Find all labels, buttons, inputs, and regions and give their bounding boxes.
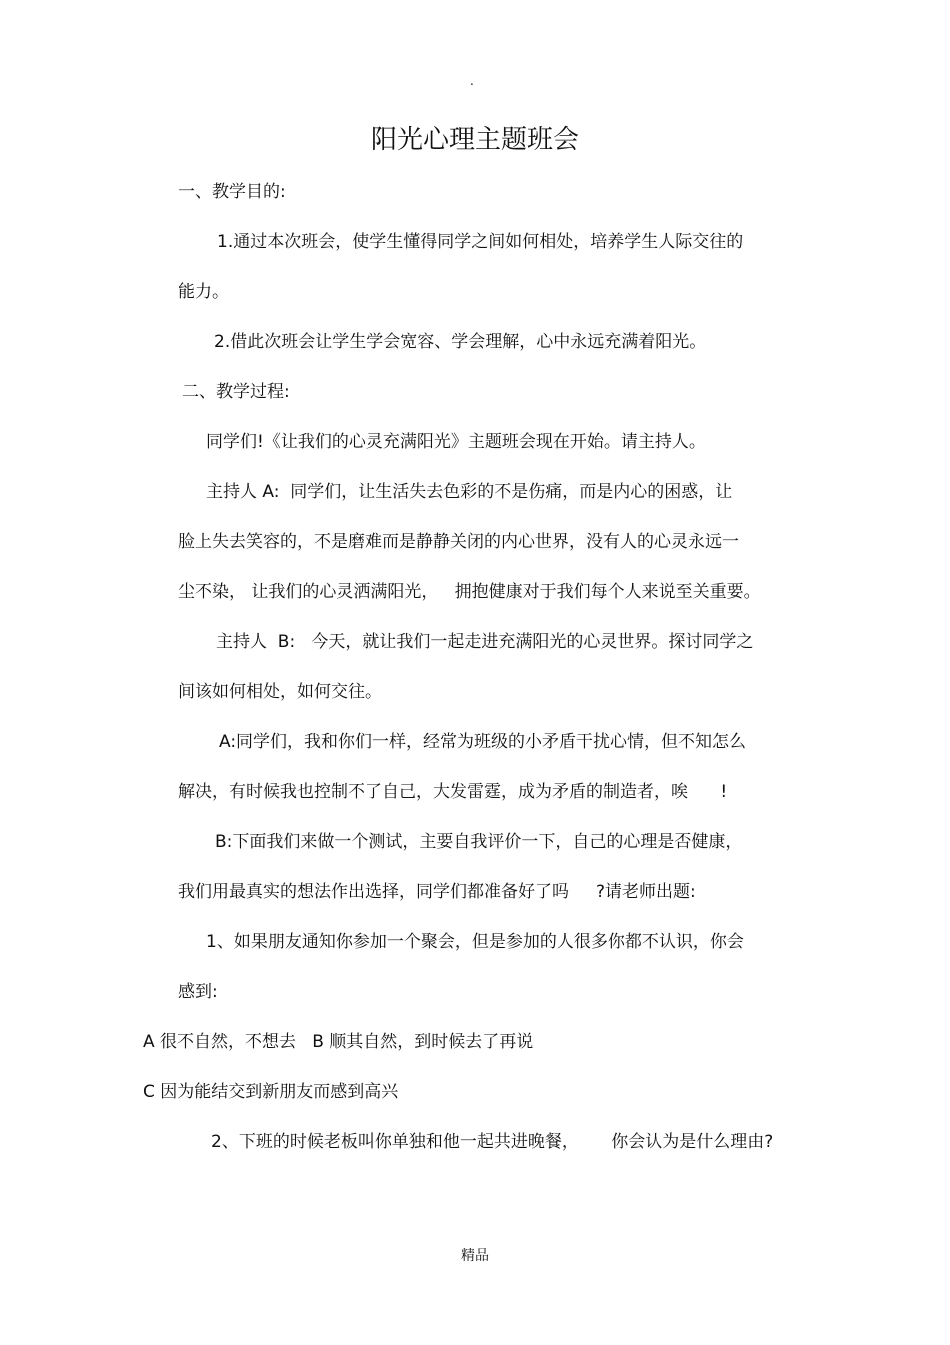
answer-options: C 因为能结交到新朋友而感到高兴	[143, 1082, 399, 1102]
question-line: 2、下班的时候老板叫你单独和他一起共进晚餐， 你会认为是什么理由?	[211, 1132, 774, 1152]
paragraph-line: 间该如何相处，如何交往。	[178, 682, 382, 702]
paragraph-line: 我们用最真实的想法作出选择，同学们都准备好了吗 ?请老师出题:	[178, 882, 696, 902]
paragraph-line: 同学们!《让我们的心灵充满阳光》主题班会现在开始。请主持人。	[206, 432, 706, 452]
section-heading-process: 二、教学过程:	[182, 382, 290, 402]
answer-options: A 很不自然，不想去 B 顺其自然，到时候去了再说	[143, 1032, 534, 1052]
paragraph-line: 1.通过本次班会，使学生懂得同学之间如何相处，培养学生人际交往的	[217, 232, 744, 252]
paragraph-line: A:同学们，我和你们一样，经常为班级的小矛盾干扰心情，但不知怎么	[219, 732, 747, 752]
question-line: 1、如果朋友通知你参加一个聚会，但是参加的人很多你都不认识，你会	[206, 932, 744, 952]
header-mark: .	[470, 74, 474, 88]
paragraph-line: B:下面我们来做一个测试，主要自我评价一下，自己的心理是否健康，	[215, 832, 743, 852]
page-footer: 精品	[461, 1248, 489, 1264]
paragraph-line: 主持人 A: 同学们，让生活失去色彩的不是伤痛，而是内心的困惑，让	[206, 482, 733, 502]
paragraph-line: 尘不染， 让我们的心灵洒满阳光， 拥抱健康对于我们每个人来说至关重要。	[178, 582, 761, 602]
paragraph-line: 主持人 B: 今天，就让我们一起走进充满阳光的心灵世界。探讨同学之	[216, 632, 754, 652]
paragraph-line: 2.借此次班会让学生学会宽容、学会理解，心中永远充满着阳光。	[214, 332, 707, 352]
question-line: 感到:	[178, 982, 218, 1002]
section-heading-objectives: 一、教学目的:	[178, 182, 286, 202]
paragraph-line: 能力。	[178, 282, 229, 302]
paragraph-line: 解决，有时候我也控制不了自己，大发雷霆，成为矛盾的制造者，唉 !	[178, 782, 728, 802]
paragraph-line: 脸上失去笑容的，不是磨难而是静静关闭的内心世界，没有人的心灵永远一	[178, 532, 739, 552]
page-title: 阳光心理主题班会	[370, 125, 579, 155]
